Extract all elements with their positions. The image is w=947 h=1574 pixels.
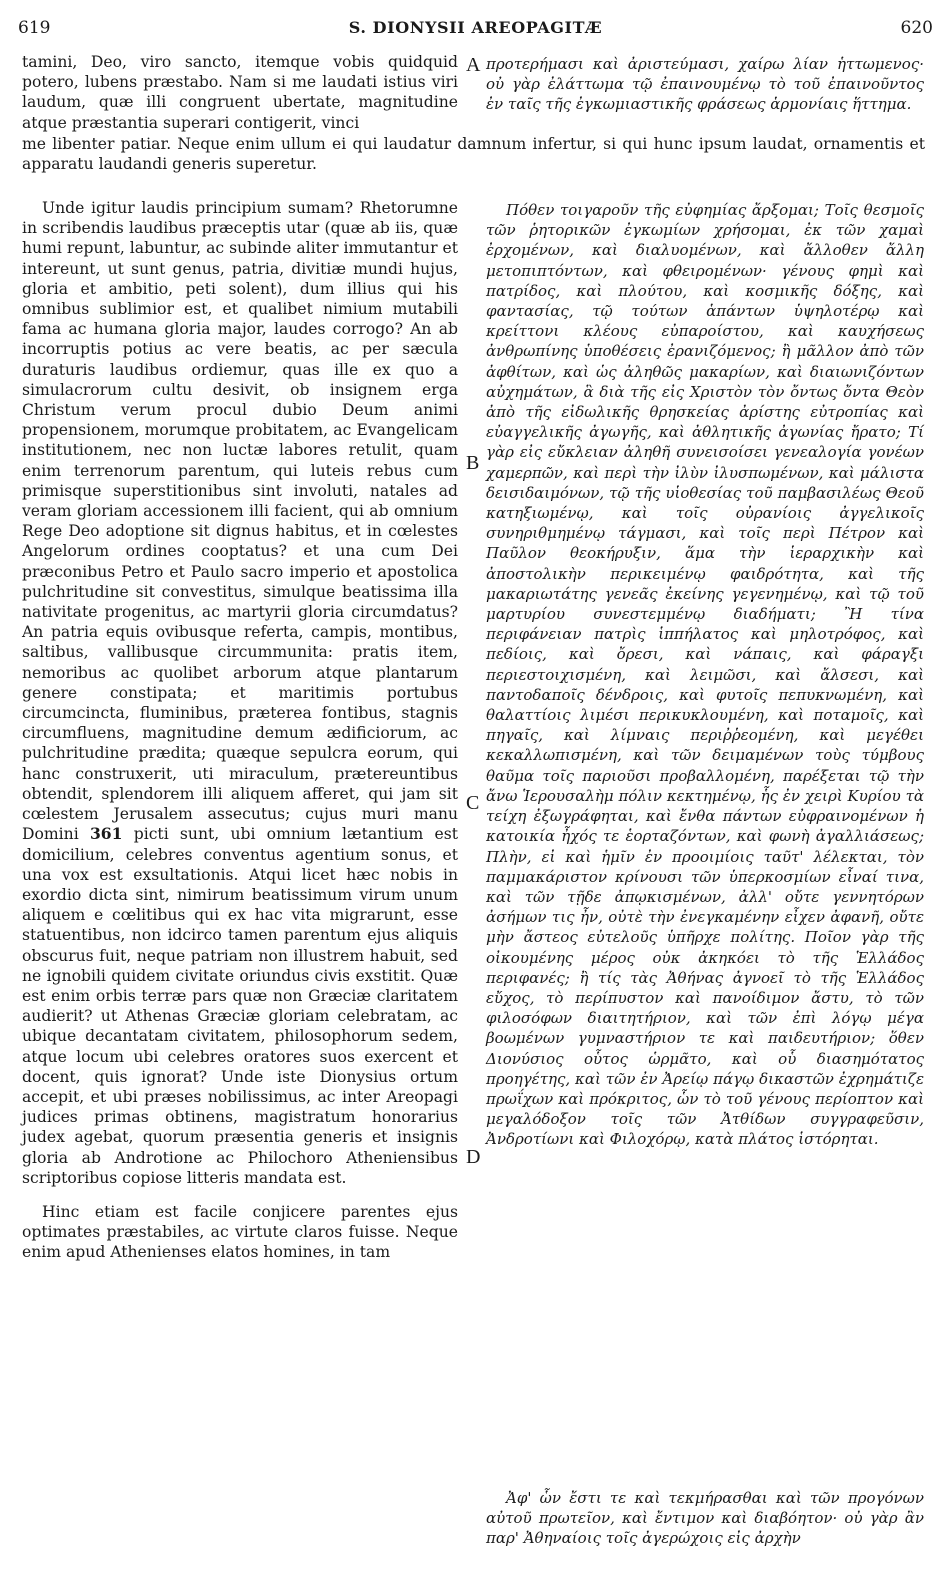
margin-letter-c: C bbox=[466, 792, 480, 814]
greek-paragraph-2: Ἀφ' ὧν ἔστι τε καὶ τεκμήρασθαι καὶ τῶν προγόνων αὐτοῦ πρωτεῖον, καὶ ἔντιμον καὶ διαβόητον· οὐ γὰρ ἂν παρ' Ἀθηναίοις τοῖς ἀγερώχοις εἰς ἀρχὴν bbox=[486, 1489, 924, 1548]
margin-letter-d: D bbox=[466, 1146, 481, 1168]
running-title: S. DIONYSII AREOPAGITÆ bbox=[348, 18, 603, 37]
margin-letter-b: B bbox=[466, 452, 480, 474]
latin-paragraph-1-part-a: Unde igitur laudis principium sumam? Rhetorumne in scribendis laudibus præceptis utar (quæ ab iis, quæ humi repunt, labuntur, ac subinde aliter immutantur et intereunt, ut sunt genus, patria, divitiæ mundi hujus, gloria et ambitio, peti solent), dum illius qui his omnibus sublimior est, et qualibet nimium mutabili fama ac humana gloria major, laudes corrogo? An ab incorruptis potius ac vere beatis, ac per sæcula duraturis laudibus ordiemur, quas ille ex quo a simulacrorum cultu desivit, ob insignem erga Christum verum procul dubio Deum animi propensionem, morumque probitatem, ac Evangelicam institutionem, nec non luctæ labores retulit, quam enim terrenorum parentum, qui luteis rebus cum primisque superstitionibus sint involuti, natales ad veram gloriam accessionem illi facient, qui ab omnium Rege Deo adoptione sit dignus habitus, et in cœlestes Angelorum ordines cooptatus? et una cum Dei præconibus Petro et Paulo sacro imperio et apostolica pulchritudine sit convestitus, simulque beatissima illa nativitate progenitus, ac martyrii gloria circumdatus? An patria equis ovibusque referta, campis, montibus, saltibus, vallibusque circummunita: pratis item, nemoribus ac quolibet arborum atque plantarum genere constipata; et maritimis portubus circumcincta, fluminibus, præterea fontibus, stagnis circumfluens, magnitudine demum ædificiorum, ac pulchritudine prædita; quæque sepulcra eorum, qui hanc construxerit, uti miraculum, prætereuntibus obtendit, splendorem illi aliquem afferet, qui jam sit cœlestem Jerusalem assecutus; cujus muri manu Domini bbox=[22, 199, 458, 844]
greek-column-main bbox=[486, 200, 924, 1150]
page-number-right: 620 bbox=[900, 18, 933, 38]
greek-column-bottom bbox=[486, 1488, 924, 1549]
latin-full-width-line bbox=[22, 134, 925, 174]
greek-column-top bbox=[486, 54, 924, 115]
greek-paragraph-1: Πόθεν τοιγαροῦν τῆς εὐφημίας ἄρξομαι; Τοῖς θεσμοῖς τῶν ῥητορικῶν ἐγκωμίων χρήσομαι, ἐκ τῶν χαμαὶ ἐρχομένων, καὶ διαλυομένων, καὶ ἄλλοθεν ἄλλη μετοπιπτόντων, καὶ φθειρομένων· γένους φημὶ καὶ πατρίδος, καὶ πλούτου, καὶ κοσμικῆς δόξης, καὶ φαντασίας, τῷ τούτων ἁπάντων ὑψηλοτέρῳ καὶ κρείττονι κλέους εὐπαροίστου, καὶ καυχήσεως ἀνθρωπίνης ὑποθέσεις ἐρανιζόμενος; ἢ μᾶλλον ἀπὸ τῶν ἀφθίτων, καὶ ὡς ἀληθῶς μακαρίων, καὶ διαιωνιζόντων αὐχημάτων, ἃ διὰ τῆς εἰς Χριστὸν τὸν ὄντως ὄντα Θεὸν ἀπὸ τῆς εἰδωλικῆς θρησκείας ἀρίστης εὐτροπίας καὶ εὐαγγελικῆς ἀγωγῆς, καὶ ἀθλητικῆς ἀγωνίας ἤρατο; Τί γὰρ εἰς εὔκλειαν ἀληθῆ συνεισοίσει γενεαλογία γονέων χαμερπῶν, καὶ περὶ τὴν ἰλὺν ἰλυσπωμένων, καὶ μάλιστα δεισιδαιμόνων, τῷ τῆς υἱοθεσίας τοῦ παμβασιλέως Θεοῦ κατηξιωμένῳ, καὶ τοῖς οὐρανίοις ἀγγελικοῖς συνηριθμημένῳ τάγμασι, καὶ τοῖς περὶ Πέτρον καὶ Παῦλον θεοκήρυξιν, ἅμα τὴν ἱεραρχικὴν καὶ ἀποστολικὴν περικειμένῳ φαιδρότητα, καὶ τῆς μακαριωτάτης γενεᾶς ἐκείνης γεγενημένῳ, καὶ τῷ τοῦ μαρτυρίου συνεστεμμένῳ διαδήματι; Ἢ τίνα περιφάνειαν πατρὶς ἱππήλατος καὶ μηλοτρόφος, καὶ πεδίοις, καὶ ὄρεσι, καὶ νάπαις, καὶ φάραγξι περιεστοιχισμένη, καὶ λειμῶσι, καὶ ἄλσεσι, καὶ παντοδαποῖς δένδροις, καὶ φυτοῖς πεπυκνωμένη, καὶ θαλαττίοις λιμέσι περικυκλουμένη, καὶ ποταμοῖς, καὶ πηγαῖς, καὶ λίμναις περιῤῥεομένη, καὶ μεγέθει κεκαλλωπισμένη, καὶ τῶν δειμαμένων τοὺς τύμβους θαῦμα τοῖς παριοῦσι προβαλλομένη, παρέξεται τῷ τὴν ἄνω Ἱερουσαλὴμ πόλιν κεκτημένῳ, ἧς ἐν χειρὶ Κυρίου τὰ τείχη ἐξωγράφηται, καὶ ἔνθα πάντων εὐφραινομένων ἡ κατοικία ἦχός τε ἑορταζόντων, καὶ φωνὴ ἀγαλλιάσεως; Πλὴν, εἰ καὶ ἡμῖν ἐν προοιμίοις ταῦτ' λέλεκται, τὸν παμμακάριστον κρίνουσι τῶν ὑπερκοσμίων εἶναί τινα, καὶ τῶν τῇδε ἀπῳκισμένων, ἀλλ' οὔτε γεννητόρων ἀσήμων τις ἦν, οὐτὲ τὴν ἐνεγκαμένην εἶχεν ἀφανῆ, οὔτε μὴν ἄστεος εὐτελοῦς ὑπῆρχε πολίτης. Ποῖον γὰρ τῆς οἰκουμένης μέρος οὐκ ἀκηκόει τὸ τῆς Ἑλλάδος περιφανές; ἢ τίς τὰς Ἀθήνας ἀγνοεῖ τὸ τῆς Ἑλλάδος εὔχος, τὸ περίπυστον καὶ πανοίδιμον ἄστυ, τὸ τῶν φιλοσόφων διαιτητήριον, καὶ τῶν ἐπὶ λόγῳ μέγα βοωμένων γυμναστήριον τε καὶ παιδευτήριον; ὅθεν Διονύσιος οὗτος ὡρμᾶτο, καὶ οὗ διασημότατος προηγέτης, καὶ τῶν ἐν Ἀρείῳ πάγῳ δικαστῶν ἐχρημάτιζε πρωΐχων καὶ πρόκριτος, ὧν τὸ τοῦ γένους περίοπτον καὶ μεγαλόδοξον τοῖς τῶν Ἀτθίδων συγγραφεῦσιν, Ἀνδροτίωνι καὶ Φιλοχόρῳ, κατὰ πλάτος ἱστόρηται. bbox=[486, 201, 924, 1149]
folio-number: 361 bbox=[89, 824, 123, 844]
page-number-left: 619 bbox=[18, 18, 51, 38]
latin-paragraph-2: Hinc etiam est facile conjicere parentes ejus optimates præstabiles, ac virtute claros fuisse. Neque enim apud Athenienses elatos homines, in tam bbox=[22, 1202, 458, 1262]
latin-full-width-text: me libenter patiar. Neque enim ullum ei qui laudatur damnum infertur, si qui hunc ipsum laudat, ornamentis et apparatu laudandi generis superetur. bbox=[22, 135, 925, 174]
greek-text-block: προτερήμασι καὶ ἀριστεύμασι, χαίρω λίαν ἡττωμενος· οὐ γὰρ ἐλάττωμα τῷ ἐπαινουμένῳ τὸ τοῦ ἐπαινοῦντος ἐν ταῖς τῆς ἐγκωμιαστικῆς φράσεως ἁρμονίαις ἥττημα. bbox=[486, 55, 924, 114]
latin-column-top bbox=[22, 52, 458, 133]
margin-letter-a: A bbox=[466, 54, 481, 76]
page-header bbox=[18, 18, 933, 42]
latin-paragraph-1-part-b: picti sunt, ubi omnium lætantium est domicilium, celebres conventus agentium sonus, et una vox est exsultationis. Atqui licet hæc nobis in exordio dicta sint, nimirum beatissimum virum unum aliquem e cœlitibus qui ex hac vita migrarunt, esse statuentibus, non idcirco tamen parentum ejus aliquis obscurus fuit, neque patriam non illustrem habuit, sed ne ignobili quidem civitate oriundus civis exstitit. Quæ est enim orbis terræ pars quæ non Græciæ claritatem audierit? ut Athenas Græciæ gloriam celebratam, ac ubique decantatam civitatem, philosophorum sedem, atque locum ubi celebres oratores suos exercent et docent, quis ignorat? Unde iste Dionysius ortum accepit, et ubi præses nobilissimus, ac inter Areopagi judices primas obtinens, magistratum honorarius judex agebat, quorum præsentia generis et insignis gloria ab Androtione ac Philochoro Atheniensibus scriptoribus copiose litteris mandata est. bbox=[22, 825, 458, 1187]
latin-paragraph-1 bbox=[22, 198, 458, 1188]
latin-text-block: tamini, Deo, viro sancto, itemque vobis quidquid potero, lubens præstabo. Nam si me laudati istius viri laudum, quæ illi congruent ubertate, magnitudine atque præstantia superari contigerit, vinci bbox=[22, 53, 458, 132]
latin-column-main bbox=[22, 198, 458, 1263]
